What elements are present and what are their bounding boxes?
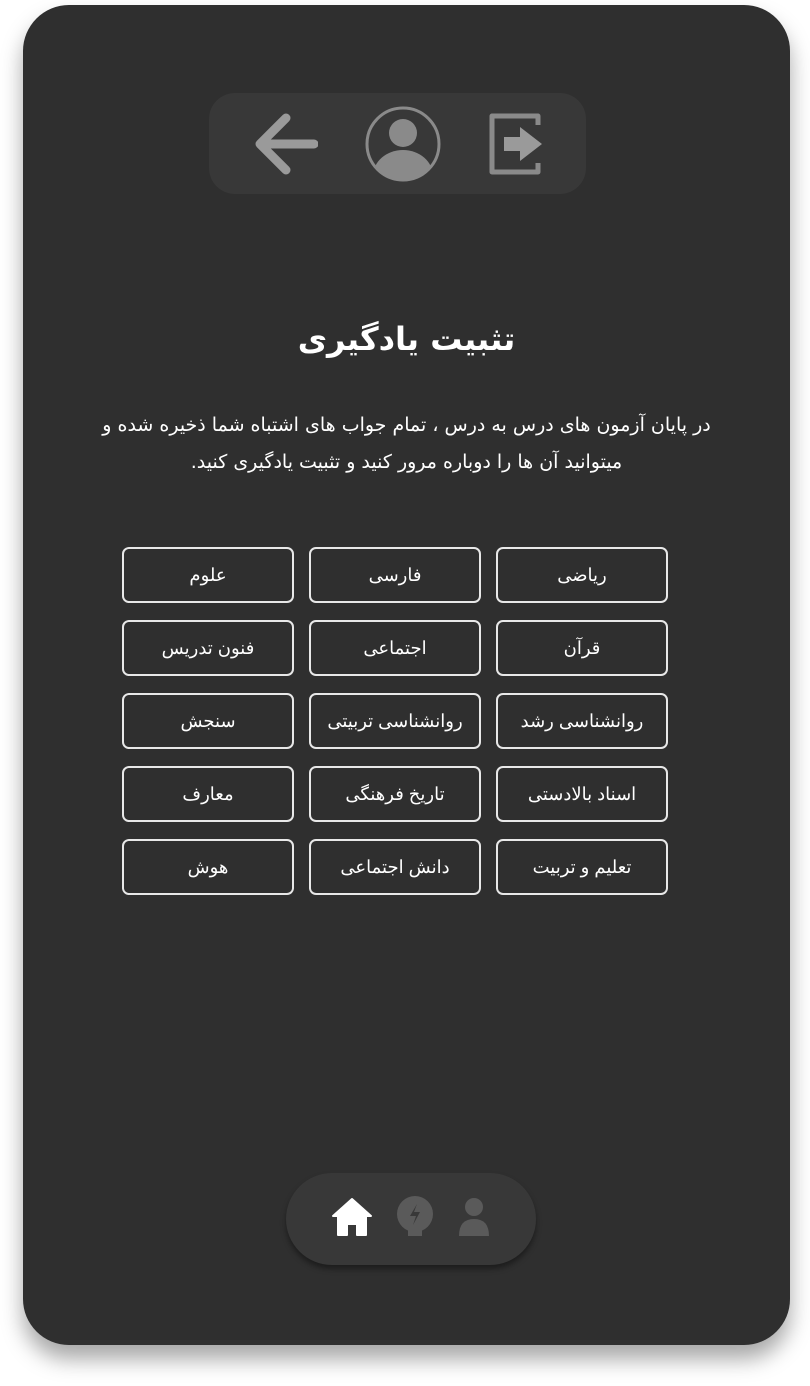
- subject-button-developmental-psychology[interactable]: روانشناسی رشد: [496, 693, 668, 749]
- subject-button-teaching-methods[interactable]: فنون تدریس: [122, 620, 294, 676]
- subject-button-education[interactable]: تعلیم و تربیت: [496, 839, 668, 895]
- user-icon[interactable]: [457, 1196, 491, 1242]
- subject-button-math[interactable]: ریاضی: [496, 547, 668, 603]
- subject-button-cultural-history[interactable]: تاریخ فرهنگی: [309, 766, 481, 822]
- subject-button-social-knowledge[interactable]: دانش اجتماعی: [309, 839, 481, 895]
- subject-grid: [122, 547, 668, 895]
- subject-button-persian[interactable]: فارسی: [309, 547, 481, 603]
- subject-button-science[interactable]: علوم: [122, 547, 294, 603]
- top-toolbar: [209, 93, 586, 194]
- page-title: تثبیت یادگیری: [297, 320, 516, 358]
- page-description: در پایان آزمون های درس به درس ، تمام جواب های اشتباه شما ذخیره شده و میتوانید آن ها را دوباره مرور کنید و تثبیت یادگیری کنید.: [102, 414, 711, 473]
- subject-button-social[interactable]: اجتماعی: [309, 620, 481, 676]
- subject-button-religious-studies[interactable]: معارف: [122, 766, 294, 822]
- home-icon[interactable]: [331, 1197, 373, 1241]
- subject-button-educational-psychology[interactable]: روانشناسی تربیتی: [309, 693, 481, 749]
- subject-button-upstream-documents[interactable]: اسناد بالادستی: [496, 766, 668, 822]
- profile-icon[interactable]: [363, 104, 443, 184]
- subject-button-quran[interactable]: قرآن: [496, 620, 668, 676]
- subject-button-intelligence[interactable]: هوش: [122, 839, 294, 895]
- app-screen: [23, 5, 790, 1345]
- subject-button-assessment[interactable]: سنجش: [122, 693, 294, 749]
- quiz-lightning-icon[interactable]: [395, 1196, 435, 1242]
- logout-icon[interactable]: [488, 111, 544, 177]
- bottom-nav: [286, 1173, 536, 1265]
- back-arrow-icon[interactable]: [252, 112, 318, 176]
